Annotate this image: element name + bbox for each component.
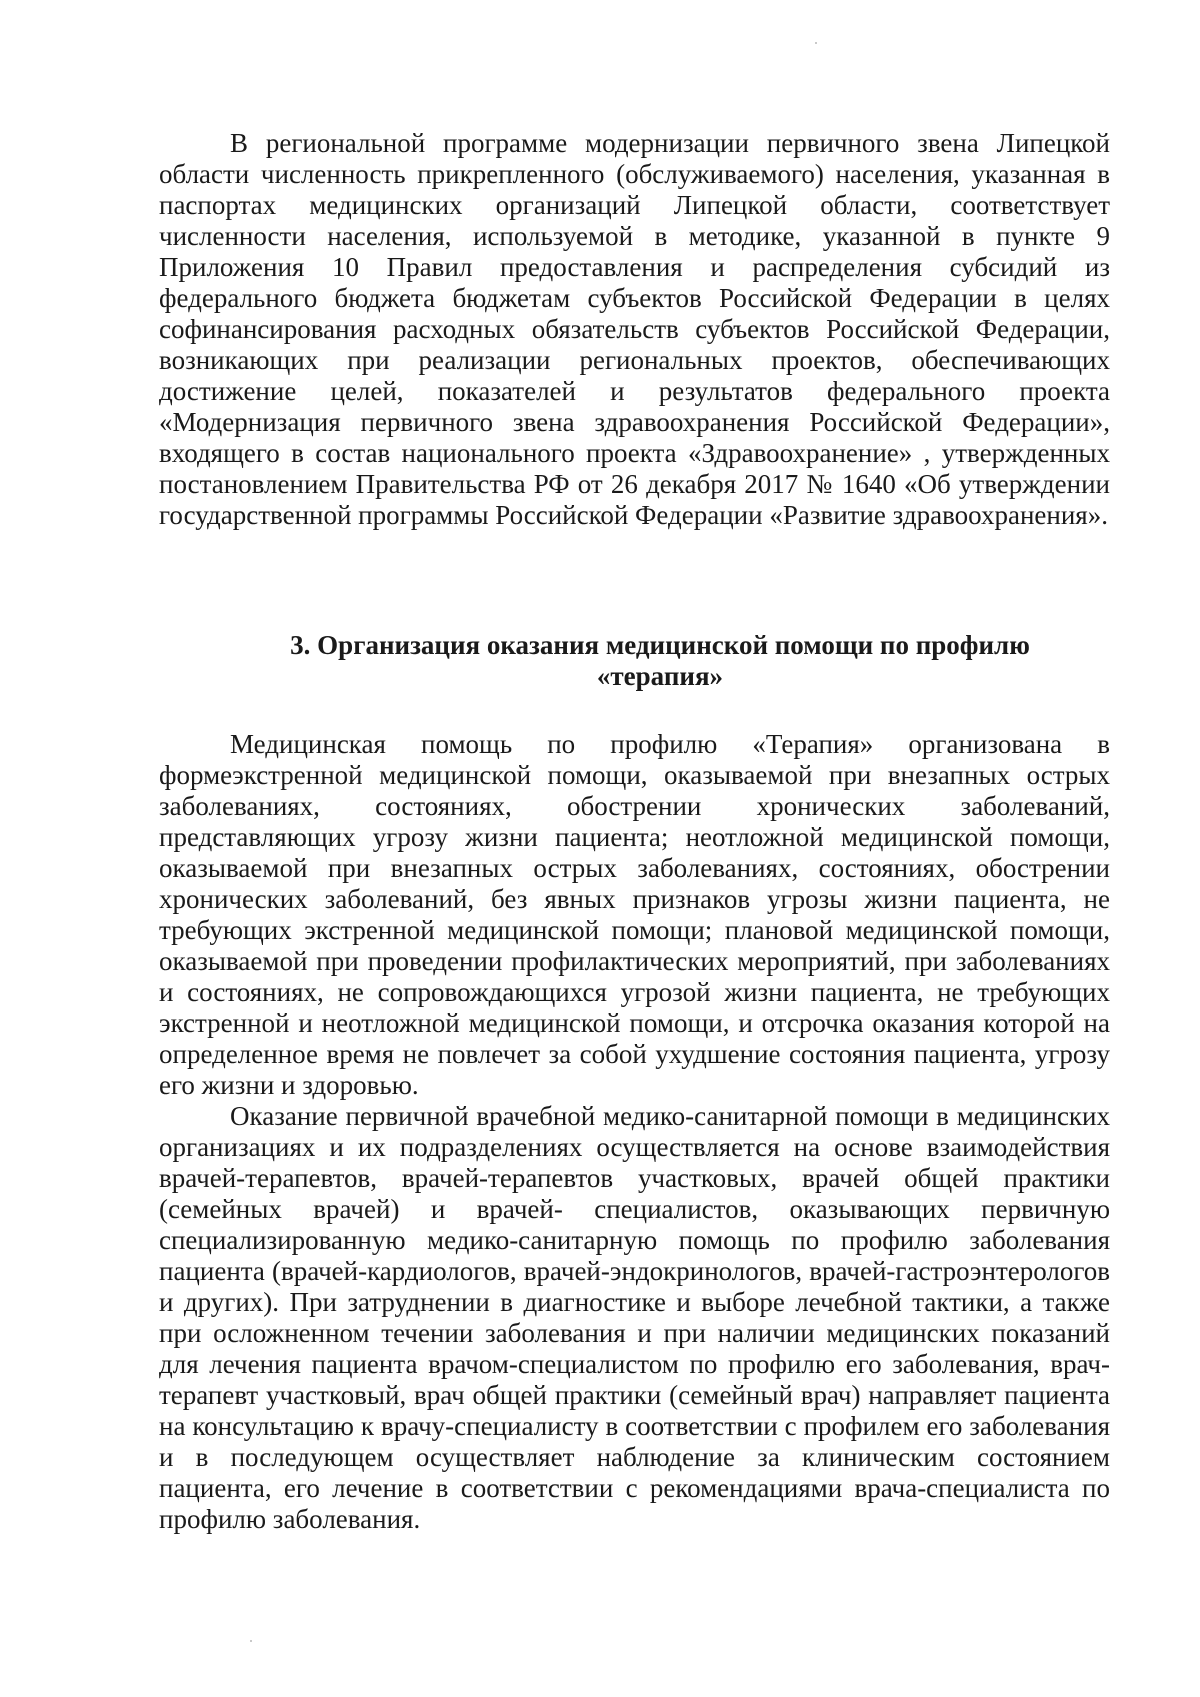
section-paragraph-2: Оказание первичной врачебной медико-санитарной помощи в медицинских организациях и их подразделениях осуществляется на основе взаимодействия врачей-терапевтов, врачей-терапевтов участковых, врачей общей практики (семейных врачей) и врачей- специалистов, оказывающих первичную специализированную медико-санитарную помощь по профилю заболевания пациента (врачей-кардиологов, врачей-эндокринологов, врачей-гастроэнтерологов и других). При затруднении в диагностике и выборе лечебной тактики, а также при осложненном течении заболевания и при наличии медицинских показаний для лечения пациента врачом-специалистом по профилю его заболевания, врач-терапевт участковый, врач общей практики (семейный врач) направляет пациента на консультацию к врачу-специалисту в соответствии с профилем его заболевания и в последующем осуществляет наблюдение за клиническим состоянием пациента, его лечение в соответствии с рекомендациями врача-специалиста по профилю заболевания. xyxy=(159,1101,1110,1534)
section-paragraph-1: Медицинская помощь по профилю «Терапия» организована в формеэкстренной медицинской помощи, оказываемой при внезапных острых заболеваниях, состояниях, обострении хронических заболеваний, представляющих угрозу жизни пациента; неотложной медицинской помощи, оказываемой при внезапных острых заболеваниях, состояниях, обострении хронических заболеваний, без явных признаков угрозы жизни пациента, не требующих экстренной медицинской помощи; плановой медицинской помощи, оказываемой при проведении профилактических мероприятий, при заболеваниях и состояниях, не сопровождающихся угрозой жизни пациента, не требующих экстренной и неотложной медицинской помощи, и отсрочка оказания которой на определенное время не повлечет за собой ухудшение состояния пациента, угрозу его жизни и здоровью. xyxy=(159,729,1110,1100)
scan-artifact xyxy=(815,42,817,44)
section-heading-line-2: «терапия» xyxy=(596,661,724,691)
section-text-block xyxy=(159,729,1110,1535)
section-heading xyxy=(200,630,1120,692)
intro-text-block xyxy=(159,128,1110,531)
intro-paragraph: В региональной программе модернизации первичного звена Липецкой области численность прикрепленного (обслуживаемого) населения, указанная в паспортах медицинских организаций Липецкой области, соответствует численности населения, используемой в методике, указанной в пункте 9 Приложения 10 Правил предоставления и распределения субсидий из федерального бюджета бюджетам субъектов Российской Федерации в целях софинансирования расходных обязательств субъектов Российской Федерации, возникающих при реализации региональных проектов, обеспечивающих достижение целей, показателей и результатов федерального проекта «Модернизация первичного звена здравоохранения Российской Федерации», входящего в состав национального проекта «Здравоохранение» , утвержденных постановлением Правительства РФ от 26 декабря 2017 № 1640 «Об утверждении государственной программы Российской Федерации «Развитие здравоохранения». xyxy=(159,128,1110,530)
scan-artifact xyxy=(250,1640,252,1642)
section-heading-line-1: 3. Организация оказания медицинской помощи по профилю xyxy=(290,630,1030,660)
